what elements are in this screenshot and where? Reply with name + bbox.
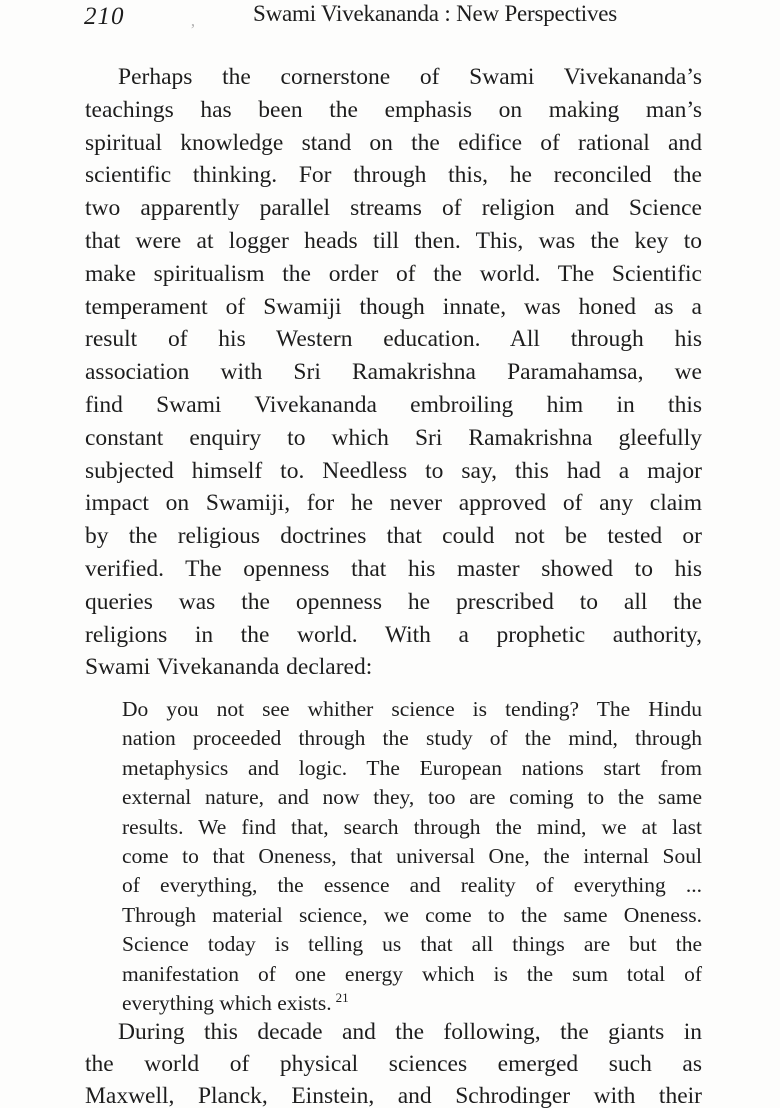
text-line: that were at logger heads till then. This, was the key to (85, 227, 702, 254)
text-line: manifestation of one energy which is the sum total of (122, 961, 702, 986)
text-line: Maxwell, Planck, Einstein, and Schrodinger with their (85, 1083, 702, 1108)
text-line: Science today is telling us that all things are but the (122, 932, 702, 957)
text-line: by the religious doctrines that could not be tested or (85, 523, 702, 550)
text-line: results. We find that, search through the mind, we at last (122, 814, 702, 839)
blockquote-last-line (122, 989, 702, 1018)
text-line: scientific thinking. For through this, he reconciled the (85, 162, 702, 189)
body-paragraph-2 (85, 1016, 702, 1108)
text-line: During this decade and the following, the giants in (118, 1019, 702, 1045)
text-line: of everything, the essence and reality of everything ... (122, 873, 702, 898)
blockquote (122, 695, 702, 1018)
blockquote-lines (122, 695, 702, 989)
footnote-ref-21: 21 (335, 989, 349, 1005)
text-line: make spiritualism the order of the world. The Scientific (85, 260, 702, 287)
text-line: Swami Vivekananda declared: (85, 654, 373, 681)
text-line: two apparently parallel streams of religion and Science (85, 195, 702, 222)
text-line: external nature, and now they, too are coming to the same (122, 785, 702, 810)
text-line: Perhaps the cornerstone of Swami Vivekananda’s (118, 64, 702, 90)
text-line: teachings has been the emphasis on making man’s (85, 96, 702, 123)
text-line: verified. The openness that his master showed to his (85, 555, 702, 582)
text-line: Through material science, we come to the same Oneness. (122, 902, 702, 927)
running-header-title: Swami Vivekananda : New Perspectives (253, 1, 618, 26)
text-line: Do you not see whither science is tending? The Hindu (122, 697, 702, 721)
text-line: everything which exists. (122, 990, 332, 1015)
scan-stray-mark: ’ (190, 20, 196, 39)
body-paragraph-1 (85, 61, 702, 684)
text-line: come to that Oneness, that universal One, the internal Soul (122, 843, 702, 868)
text-line: religions in the world. With a prophetic authority, (85, 621, 702, 648)
text-line: metaphysics and logic. The European nations start from (122, 755, 702, 780)
text-line: impact on Swamiji, for he never approved of any claim (85, 490, 702, 517)
text-line: subjected himself to. Needless to say, this had a major (85, 457, 702, 484)
text-line: the world of physical sciences emerged such as (85, 1051, 702, 1077)
text-line: association with Sri Ramakrishna Paramahamsa, we (85, 359, 702, 386)
text-line: spiritual knowledge stand on the edifice of rational and (85, 129, 702, 156)
page-number: 210 (84, 3, 125, 30)
text-line: constant enquiry to which Sri Ramakrishna gleefully (85, 424, 702, 451)
text-line: result of his Western education. All through his (85, 326, 702, 353)
text-line: find Swami Vivekananda embroiling him in this (85, 391, 702, 418)
text-line: nation proceeded through the study of the mind, through (122, 726, 702, 751)
text-line: queries was the openness he prescribed to all the (85, 588, 702, 615)
text-line: temperament of Swamiji though innate, was honed as a (85, 293, 702, 320)
